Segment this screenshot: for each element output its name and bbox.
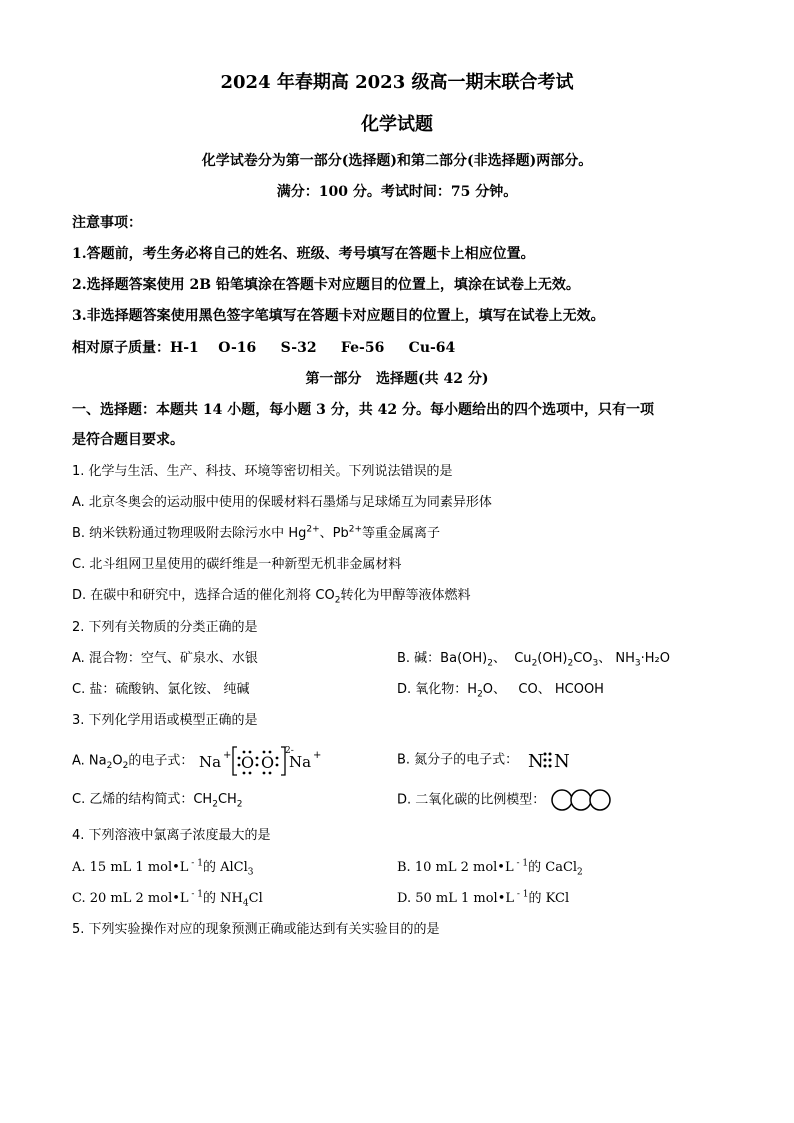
q3-b-text: B. 氮分子的电子式： [397, 752, 519, 768]
q1-b-sup1: 2+ [306, 524, 320, 535]
q1-option-d [72, 586, 470, 606]
q1-b-sup2: 2+ [348, 524, 362, 535]
q4-b-sub: 2 [577, 867, 583, 878]
q4-d-mid: 的 KCl [528, 891, 570, 906]
part1-instruction-line1: 一、选择题：本题共 14 小题，每小题 3 分，共 42 分。每小题给出的四个选项中，只有一项 [72, 402, 654, 418]
exam-intro: 化学试卷分为第一部分(选择题)和第二部分(非选择题)两部分。 [201, 153, 593, 169]
q1-d-sub: 2 [334, 595, 341, 606]
q1-option-b [72, 524, 440, 544]
q2-b-s4: 3 [592, 658, 599, 669]
q3-c-s2: 2 [236, 799, 243, 810]
lewis-na-left: Na [199, 753, 222, 771]
score-time: 满分：100 分。考试时间：75 分钟。 [276, 184, 518, 200]
q2-b-s3: 2 [567, 658, 574, 669]
q3-a-post: 的电子式： [128, 753, 194, 769]
q3-option-c [72, 790, 243, 810]
q4-option-c [72, 889, 263, 909]
q1-b-post: 等重金属离子 [362, 526, 441, 541]
q2-d-s1: 2 [477, 689, 483, 700]
q3-a-text: A. Na [72, 753, 107, 769]
atomic-mass: 相对原子质量：H-1 O-16 S-32 Fe-56 Cu-64 [72, 340, 456, 356]
q1-b-text: B. 纳米铁粉通过物理吸附去除污水中 Hg [72, 526, 307, 541]
lewis-plus-right: + [313, 750, 322, 761]
subject-title: 化学试题 [361, 114, 433, 135]
q1-option-c: C. 北斗组网卫星使用的碳纤维是一种新型无机非金属材料 [72, 557, 402, 572]
q3-c-s1: 2 [212, 799, 218, 810]
nn-left: N [528, 751, 545, 772]
q2-d-post: O、 CO、 HCOOH [482, 682, 604, 697]
q1-d-post: 转化为甲醇等液体燃料 [340, 588, 471, 603]
lewis-na-right: Na [289, 753, 312, 771]
q1-stem: 1. 化学与生活、生产、科技、环境等密切相关。下列说法错误的是 [72, 464, 453, 479]
part1-heading: 第一部分 选择题(共 42 分) [305, 371, 489, 387]
q3-d-text: D. 二氧化碳的比例模型： [397, 792, 546, 808]
q4-a-sup: - 1 [188, 858, 203, 869]
q2-d-text: D. 氧化物：H [397, 682, 478, 697]
q3-a-s1: 2 [106, 761, 113, 772]
q4-d-sup: - 1 [514, 889, 529, 900]
q2-b-m4: 、 NH [598, 651, 635, 666]
q4-c-post: Cl [248, 891, 263, 906]
q3-c-text: C. 乙烯的结构简式：CH [72, 792, 213, 807]
q2-b-text: B. 碱：Ba(OH) [397, 651, 488, 666]
q3-option-b [397, 748, 574, 773]
lewis-charge: 2- [285, 746, 295, 756]
q2-option-a: A. 混合物：空气、矿泉水、水银 [72, 651, 258, 666]
q2-option-d [397, 680, 604, 700]
q4-c-mid: 的 NH [203, 891, 243, 906]
q3-a-mid: O [112, 753, 123, 769]
q4-b-mid: 的 CaCl [528, 860, 578, 875]
lewis-o1: O [241, 753, 255, 772]
note-item-3: 3.非选择题答案使用黑色签字笔填写在答题卡对应题目的位置上，填写在试卷上无效。 [72, 308, 605, 324]
q2-stem: 2. 下列有关物质的分类正确的是 [72, 620, 258, 635]
q4-d-text: D. 50 mL 1 mol•L [397, 891, 515, 906]
q1-b-mid: 、Pb [319, 526, 349, 541]
n2-lewis-structure-icon [528, 748, 574, 772]
q3-option-a [72, 744, 329, 778]
q4-stem: 4. 下列溶液中氯离子浓度最大的是 [72, 828, 271, 843]
q3-stem: 3. 下列化学用语或模型正确的是 [72, 713, 258, 728]
q4-c-sup: - 1 [188, 889, 204, 900]
q3-a-s2: 2 [122, 761, 129, 772]
q3-option-d [397, 788, 611, 813]
na2o2-lewis-structure-icon [199, 744, 329, 778]
q2-b-m3: CO [573, 651, 593, 666]
q2-b-post: ·H₂O [640, 651, 670, 666]
q3-c-mid: CH [217, 792, 237, 807]
q2-b-s1: 2 [487, 658, 493, 669]
lewis-o2: O [261, 753, 275, 772]
nn-right: N [554, 751, 571, 772]
lewis-plus-left: + [223, 750, 232, 761]
q4-option-d [397, 889, 569, 909]
q4-option-a [72, 858, 253, 878]
q2-b-s2: 2 [531, 658, 538, 669]
q1-d-text: D. 在碳中和研究中，选择合适的催化剂将 CO [72, 588, 335, 603]
q2-option-c: C. 盐：硫酸钠、氯化铵、 纯碱 [72, 682, 250, 697]
notes-heading: 注意事项： [72, 215, 142, 231]
part1-instruction-line2: 是符合题目要求。 [72, 432, 184, 448]
q4-c-sub: 4 [242, 898, 249, 909]
q5-stem: 5. 下列实验操作对应的现象预测正确或能达到有关实验目的的是 [72, 922, 440, 937]
note-item-1: 1.答题前，考生务必将自己的姓名、班级、考号填写在答题卡上相应位置。 [72, 246, 535, 262]
note-item-2: 2.选择题答案使用 2B 铅笔填涂在答题卡对应题目的位置上，填涂在试卷上无效。 [72, 277, 580, 293]
exam-title: 2024 年春期高 2023 级高一期末联合考试 [220, 72, 574, 93]
q2-b-m1: 、 Cu [492, 651, 532, 666]
q4-b-sup: - 1 [513, 858, 529, 869]
q2-option-b [397, 649, 670, 669]
q4-a-text: A. 15 mL 1 mol•L [72, 860, 189, 875]
q4-a-sub: 3 [247, 867, 254, 878]
q2-b-s5: 3 [634, 658, 641, 669]
co2-space-filling-model-icon [551, 788, 611, 812]
q4-c-text: C. 20 mL 2 mol•L [72, 891, 189, 906]
q2-b-m2: (OH) [537, 651, 568, 666]
q4-a-mid: 的 AlCl [202, 860, 248, 875]
q4-b-text: B. 10 mL 2 mol•L [397, 860, 514, 875]
q1-option-a: A. 北京冬奥会的运动服中使用的保暖材料石墨烯与足球烯互为同素异形体 [72, 495, 492, 510]
q4-option-b [397, 858, 583, 878]
